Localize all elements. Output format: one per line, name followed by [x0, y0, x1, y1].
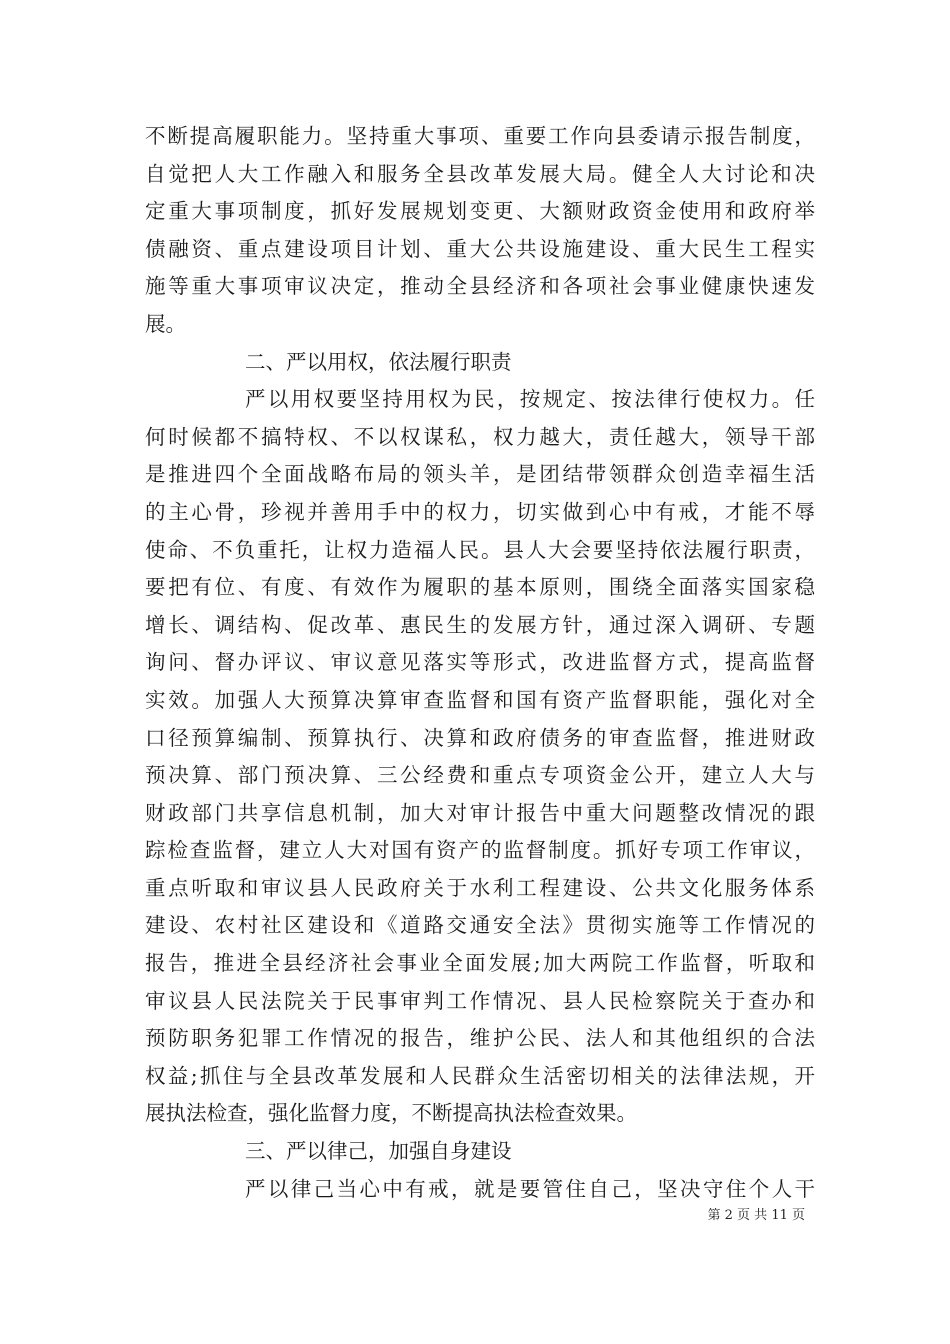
text-line: 重点听取和审议县人民政府关于水利工程建设、公共文化服务体系 [145, 875, 815, 900]
text-line: 自觉把人大工作融入和服务全县改革发展大局。健全人大讨论和决 [145, 161, 815, 186]
text-line: 何时候都不搞特权、不以权谋私，权力越大，责任越大，领导干部 [145, 424, 815, 449]
text-line: 严以律己当心中有戒，就是要管住自己，坚决守住个人干 [245, 1176, 815, 1201]
text-line: 预决算、部门预决算、三公经费和重点专项资金公开，建立人大与 [145, 763, 815, 788]
text-line: 要把有位、有度、有效作为履职的基本原则，围绕全面落实国家稳 [145, 575, 815, 600]
text-line: 报告，推进全县经济社会事业全面发展;加大两院工作监督，听取和 [145, 951, 815, 976]
text-line: 建设、农村社区建设和《道路交通安全法》贯彻实施等工作情况的 [145, 913, 815, 938]
text-line: 使命、不负重托，让权力造福人民。县人大会要坚持依法履行职责， [145, 537, 815, 562]
text-line: 的主心骨，珍视并善用手中的权力，切实做到心中有戒，才能不辱 [145, 499, 815, 524]
text-line: 权益;抓住与全县改革发展和人民群众生活密切相关的法律法规，开 [145, 1063, 815, 1088]
text-line: 踪检查监督，建立人大对国有资产的监督制度。抓好专项工作审议， [145, 838, 815, 863]
text-line: 预防职务犯罪工作情况的报告，维护公民、法人和其他组织的合法 [145, 1026, 815, 1051]
section-heading: 三、严以律己，加强自身建设 [245, 1139, 512, 1164]
text-line: 口径预算编制、预算执行、决算和政府债务的审查监督，推进财政 [145, 725, 815, 750]
section-heading: 二、严以用权，依法履行职责 [245, 349, 512, 374]
text-line: 财政部门共享信息机制，加大对审计报告中重大问题整改情况的跟 [145, 800, 815, 825]
page-number: 第 2 页 共 11 页 [707, 1208, 805, 1223]
text-line: 定重大事项制度，抓好发展规划变更、大额财政资金使用和政府举 [145, 199, 815, 224]
text-line: 施等重大事项审议决定，推动全县经济和各项社会事业健康快速发 [145, 274, 815, 299]
text-line: 展执法检查，强化监督力度，不断提高执法检查效果。 [145, 1101, 637, 1126]
text-line: 不断提高履职能力。坚持重大事项、重要工作向县委请示报告制度， [145, 124, 815, 148]
text-line: 是推进四个全面战略布局的领头羊，是团结带领群众创造幸福生活 [145, 462, 815, 487]
text-line: 债融资、重点建设项目计划、重大公共设施建设、重大民生工程实 [145, 236, 815, 261]
text-line: 询问、督办评议、审议意见落实等形式，改进监督方式，提高监督 [145, 650, 815, 675]
text-line: 增长、调结构、促改革、惠民生的发展方针，通过深入调研、专题 [145, 612, 815, 637]
text-line: 审议县人民法院关于民事审判工作情况、县人民检察院关于查办和 [145, 988, 815, 1013]
text-line: 展。 [145, 311, 186, 336]
text-line: 严以用权要坚持用权为民，按规定、按法律行使权力。任 [245, 387, 815, 412]
document-body [145, 118, 815, 1208]
text-line: 实效。加强人大预算决算审查监督和国有资产监督职能，强化对全 [145, 687, 815, 712]
